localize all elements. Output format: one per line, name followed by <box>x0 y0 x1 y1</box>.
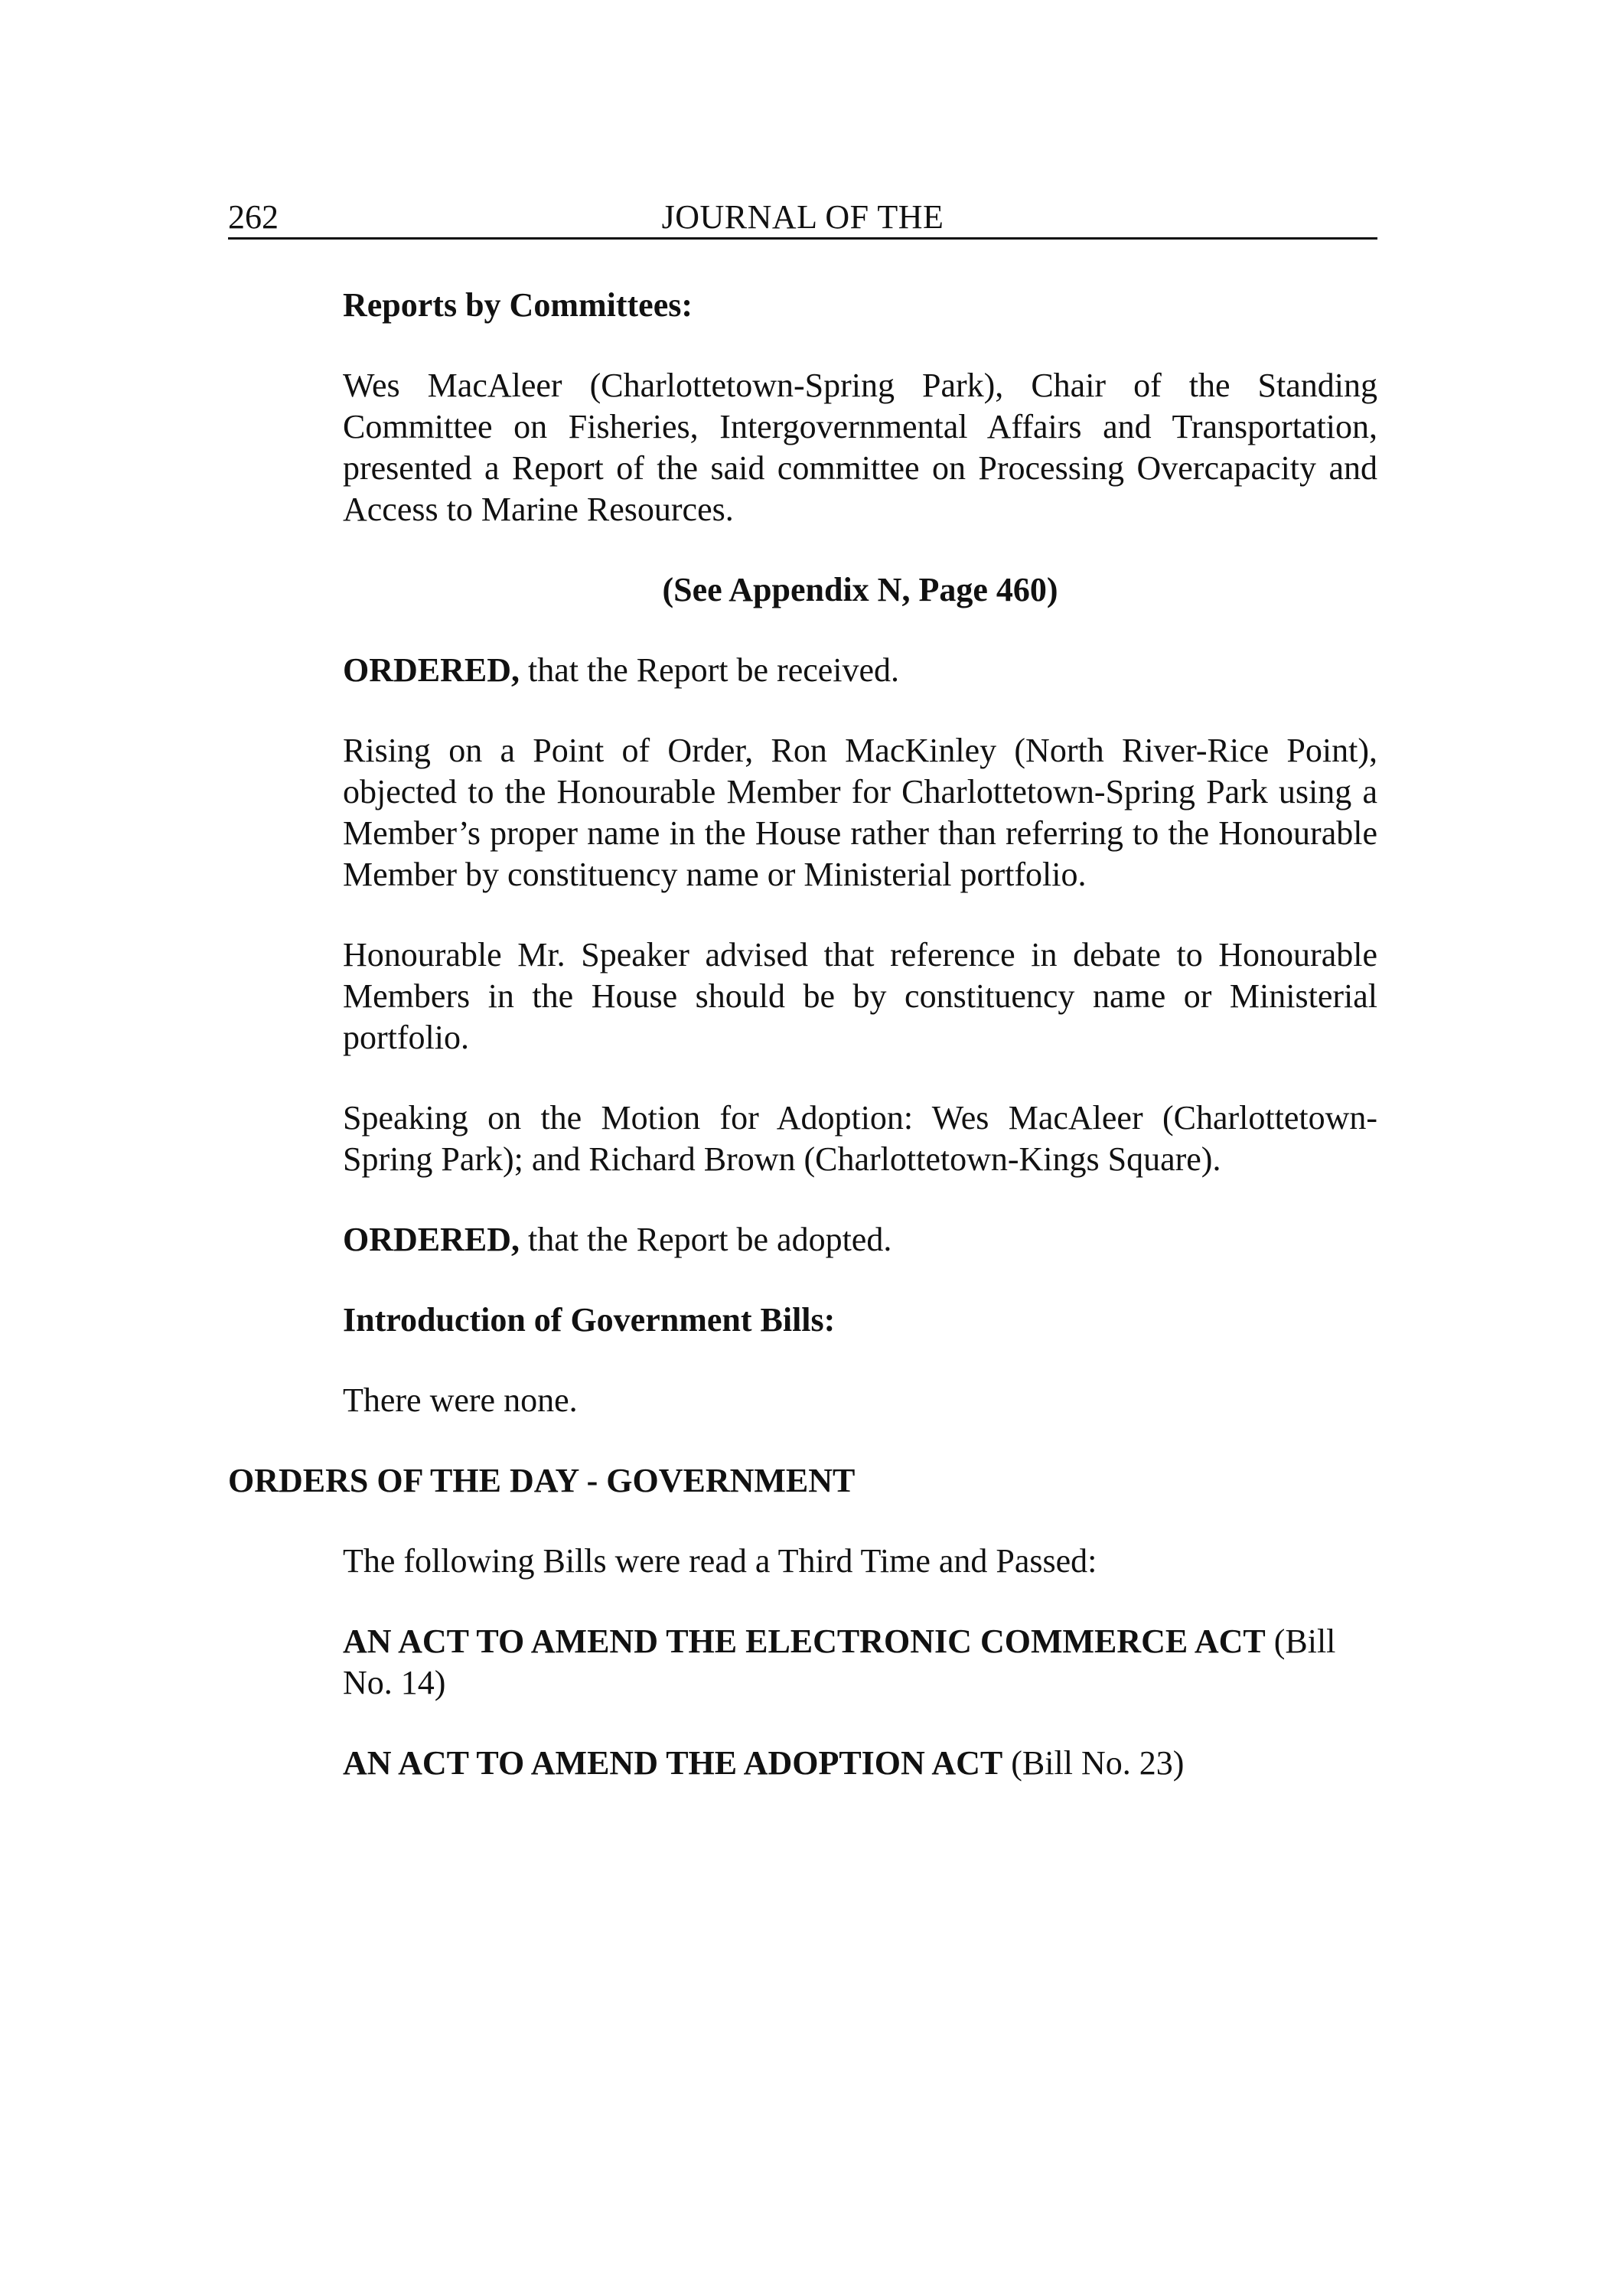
government-bills-text: There were none. <box>343 1381 578 1419</box>
journal-content <box>228 285 1377 1823</box>
appendix-reference: (See Appendix N, Page 460) <box>662 571 1058 608</box>
bills-intro: The following Bills were read a Third Time and Passed: <box>343 1542 1097 1580</box>
point-of-order-paragraph: Rising on a Point of Order, Ron MacKinley (North River-Rice Point), objected to the Honourable Member for Charlottetown-Spring Park using a Member’s proper name in the House rather than referring to the Honourable Member by constituency name or Ministerial portfolio. <box>343 732 1377 893</box>
bill-title: AN ACT TO AMEND THE ADOPTION ACT <box>343 1744 1003 1782</box>
committee-report-paragraph: Wes MacAleer (Charlottetown-Spring Park), Chair of the Standing Committee on Fisheries, Intergovernmental Affairs and Transportation, presented a Report of the said committee on Processing Overcapacity and Access to Marine Resources. <box>343 367 1377 528</box>
ordered-adopted-paragraph <box>343 1219 1377 1261</box>
page-header <box>228 197 1377 240</box>
bill-number: (Bill No. 14) <box>343 1623 1336 1701</box>
ordered-received-text: that the Report be received. <box>520 651 900 689</box>
ordered-adopted-text: that the Report be adopted. <box>520 1221 892 1258</box>
bill-item <box>343 1743 1377 1784</box>
reports-heading: Reports by Committees: <box>343 286 693 324</box>
bill-number: (Bill No. 23) <box>1002 1744 1185 1782</box>
government-bills-heading: Introduction of Government Bills: <box>343 1301 836 1339</box>
orders-of-day-heading: ORDERS OF THE DAY - GOVERNMENT <box>228 1462 856 1499</box>
ordered-keyword: ORDERED, <box>343 1221 520 1258</box>
ordered-keyword: ORDERED, <box>343 651 520 689</box>
speaking-adoption-paragraph: Speaking on the Motion for Adoption: Wes MacAleer (Charlottetown-Spring Park); and Richard Brown (Charlottetown-Kings Square). <box>343 1099 1377 1178</box>
ordered-received-paragraph <box>343 650 1377 691</box>
running-head: JOURNAL OF THE <box>661 198 944 236</box>
bill-title: AN ACT TO AMEND THE ELECTRONIC COMMERCE ACT <box>343 1623 1266 1660</box>
speaker-ruling-paragraph: Honourable Mr. Speaker advised that reference in debate to Honourable Members in the House should be by constituency name or Ministerial portfolio. <box>343 936 1377 1056</box>
page-number: 262 <box>228 198 279 236</box>
bill-item <box>343 1621 1377 1704</box>
